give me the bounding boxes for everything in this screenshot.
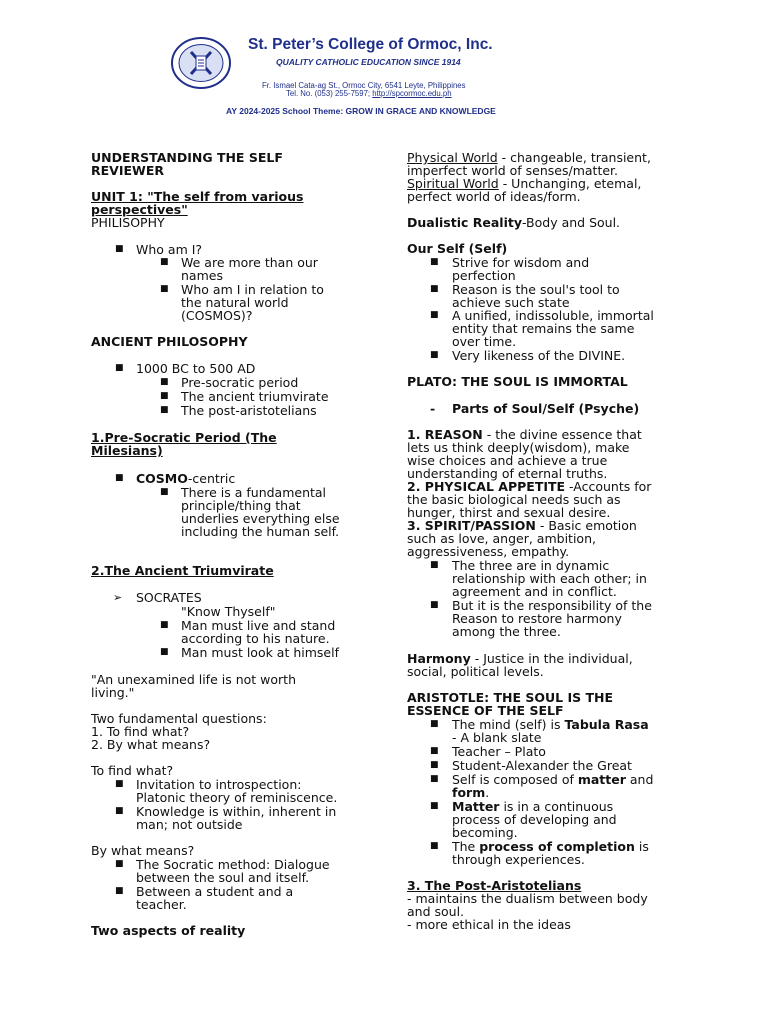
paragraph: social, political levels. xyxy=(407,664,544,679)
list-item: becoming. xyxy=(452,825,518,840)
definition: - Unchanging, etemal, xyxy=(498,176,642,191)
section-heading: 2.The Ancient Triumvirate xyxy=(91,563,274,578)
text: and xyxy=(625,772,654,787)
term: process of completion xyxy=(479,839,635,854)
list-item: Invitation to introspection: xyxy=(136,777,302,792)
bullet: ■ xyxy=(160,487,169,497)
text: The xyxy=(452,839,480,854)
bullet: ■ xyxy=(115,779,124,789)
term: matter xyxy=(577,772,626,787)
bullet: ■ xyxy=(430,310,439,320)
paragraph: and soul. xyxy=(407,904,465,919)
list-item xyxy=(452,786,489,800)
list-item: There is a fundamental xyxy=(181,485,327,500)
section-heading-2: ESSENCE OF THE SELF xyxy=(407,703,564,718)
list-item: over time. xyxy=(452,334,517,349)
arrow-bullet-icon: ➢ xyxy=(113,591,123,604)
paragraph: To find what? xyxy=(91,763,174,778)
section-heading: Two aspects of reality xyxy=(91,923,246,938)
term: 2. PHYSICAL APPETITE xyxy=(407,479,566,494)
bullet: ■ xyxy=(430,600,439,610)
doc-title-2: REVIEWER xyxy=(91,163,164,178)
list-item: through experiences. xyxy=(452,852,585,867)
paragraph: living." xyxy=(91,685,135,700)
section-heading: 3. The Post-Aristotelians xyxy=(407,878,582,893)
bullet: ■ xyxy=(160,284,169,294)
list-item: 1000 BC to 500 AD xyxy=(136,361,256,376)
list-item: according to his nature. xyxy=(181,631,330,646)
philosophy-label: PHILISOPHY xyxy=(91,215,165,230)
paragraph: 1. To find what? xyxy=(91,724,190,739)
text: is xyxy=(634,839,649,854)
definition: - changeable, transient, xyxy=(497,150,651,165)
paragraph: Two fundamental questions: xyxy=(91,711,267,726)
bullet: ■ xyxy=(430,284,439,294)
text: Self is composed of xyxy=(452,772,578,787)
list-item: process of developing and xyxy=(452,812,617,827)
paragraph: aggressiveness, empathy. xyxy=(407,544,570,559)
paragraph: the basic biological needs such as xyxy=(407,492,621,507)
text: . xyxy=(485,785,490,800)
list-item: teacher. xyxy=(136,897,187,912)
dash: - xyxy=(430,401,436,416)
paragraph: wise choices and achieve a true xyxy=(407,453,608,468)
list-item: Reason is the soul's tool to xyxy=(452,282,620,297)
paragraph: understanding of eternal truths. xyxy=(407,466,608,481)
list-item: achieve such state xyxy=(452,295,570,310)
bullet: ■ xyxy=(430,760,439,770)
section-heading: ANCIENT PHILOSOPHY xyxy=(91,334,248,349)
list-item: Very likeness of the DIVINE. xyxy=(452,348,626,363)
definition: - Basic emotion xyxy=(535,518,637,533)
term: Dualistic Reality xyxy=(407,215,522,230)
term: Physical World xyxy=(407,150,498,165)
paragraph: - maintains the dualism between body xyxy=(407,891,648,906)
list-item: between the soul and itself. xyxy=(136,870,310,885)
list-item: - A blank slate xyxy=(452,730,542,745)
list-item: The post-aristotelians xyxy=(181,403,317,418)
list-item: Student-Alexander the Great xyxy=(452,758,632,773)
paragraph: perfect world of ideas/form. xyxy=(407,189,581,204)
list-item: A unified, indissoluble, immortal xyxy=(452,308,654,323)
list-item: principle/thing that xyxy=(181,498,301,513)
list-item: Pre-socratic period xyxy=(181,375,299,390)
bullet: ■ xyxy=(115,886,124,896)
list-item: We are more than our xyxy=(181,255,318,270)
list-item: Between a student and a xyxy=(136,884,294,899)
list-item: The three are in dynamic xyxy=(452,558,610,573)
list-item: (COSMOS)? xyxy=(181,308,253,323)
cosmo-rest: -centric xyxy=(187,471,236,486)
list-item: relationship with each other; in xyxy=(452,571,647,586)
paragraph: hunger, thirst and sexual desire. xyxy=(407,505,611,520)
definition: - Justice in the individual, xyxy=(470,651,633,666)
bullet: ■ xyxy=(115,473,124,483)
list-item: The ancient triumvirate xyxy=(181,389,329,404)
list-item: Platonic theory of reminiscence. xyxy=(136,790,338,805)
definition: -Accounts for xyxy=(565,479,652,494)
list-item: including the human self. xyxy=(181,524,340,539)
unit-heading-2: perspectives" xyxy=(91,202,188,217)
bullet: ■ xyxy=(160,377,169,387)
paragraph: 2. By what means? xyxy=(91,737,211,752)
paragraph: such as love, anger, ambition, xyxy=(407,531,596,546)
list-item: Who am I in relation to xyxy=(181,282,324,297)
list-item: underlies everything else xyxy=(181,511,340,526)
list-item xyxy=(136,472,235,486)
doc-title: UNDERSTANDING THE SELF xyxy=(91,150,283,165)
bullet: ■ xyxy=(430,257,439,267)
bullet: ■ xyxy=(115,806,124,816)
bullet: ■ xyxy=(160,647,169,657)
list-item: But it is the responsibility of the xyxy=(452,598,652,613)
list-item: entity that remains the same xyxy=(452,321,635,336)
bullet: ■ xyxy=(115,363,124,373)
term: Harmony xyxy=(407,651,471,666)
tagline: QUALITY CATHOLIC EDUCATION SINCE 1914 xyxy=(276,57,461,67)
bullet: ■ xyxy=(115,244,124,254)
list-item: names xyxy=(181,268,223,283)
term: form xyxy=(452,785,486,800)
bullet: ■ xyxy=(115,859,124,869)
definition: -Body and Soul. xyxy=(521,215,621,230)
bullet: ■ xyxy=(430,746,439,756)
bullet: ■ xyxy=(160,391,169,401)
text: The mind (self) is xyxy=(452,717,565,732)
list-item: Man must live and stand xyxy=(181,618,336,633)
list-item: Man must look at himself xyxy=(181,645,339,660)
term: Tabula Rasa xyxy=(564,717,649,732)
paragraph: - more ethical in the ideas xyxy=(407,917,571,932)
telephone: Tel. No. (053) 255-7597; xyxy=(286,89,373,98)
list-item: The Socratic method: Dialogue xyxy=(136,857,330,872)
list-item: Teacher – Plato xyxy=(452,744,546,759)
section-heading: PLATO: THE SOUL IS IMMORTAL xyxy=(407,374,628,389)
paragraph: lets us think deeply(wisdom), make xyxy=(407,440,630,455)
bullet: ■ xyxy=(430,719,439,729)
section-heading: Our Self (Self) xyxy=(407,241,508,256)
bullet: ■ xyxy=(160,620,169,630)
term: 3. SPIRIT/PASSION xyxy=(407,518,536,533)
bullet: ■ xyxy=(430,350,439,360)
list-item: agreement and in conflict. xyxy=(452,584,617,599)
address: Fr. Ismael Cata-ag St., Ormoc City, 6541 Leyte, Philippines xyxy=(262,81,466,90)
list-item: man; not outside xyxy=(136,817,243,832)
list-item: SOCRATES xyxy=(136,590,202,605)
unit-heading: UNIT 1: "The self from various xyxy=(91,189,304,204)
list-item: among the three. xyxy=(452,624,561,639)
college-name: St. Peter’s College of Ormoc, Inc. xyxy=(248,36,493,53)
section-heading: ARISTOTLE: THE SOUL IS THE xyxy=(407,690,613,705)
school-theme: AY 2024-2025 School Theme: GROW IN GRACE AND KNOWLEDGE xyxy=(226,106,496,116)
paragraph: By what means? xyxy=(91,843,195,858)
section-heading-2: Milesians) xyxy=(91,443,163,458)
bullet: ■ xyxy=(160,405,169,415)
sub-heading: Parts of Soul/Self (Psyche) xyxy=(452,401,640,416)
college-seal xyxy=(170,36,232,90)
list-item: perfection xyxy=(452,268,516,283)
telephone-line xyxy=(286,89,452,98)
term: Spiritual World xyxy=(407,176,499,191)
cosmo-bold: COSMO xyxy=(136,471,188,486)
list-item: the natural world xyxy=(181,295,289,310)
bullet: ■ xyxy=(430,841,439,851)
list-item: Reason to restore harmony xyxy=(452,611,622,626)
list-item: "Know Thyself" xyxy=(181,604,276,619)
paragraph xyxy=(407,216,620,230)
term: Matter xyxy=(452,799,500,814)
list-item: Who am I? xyxy=(136,242,203,257)
section-heading: 1.Pre-Socratic Period (The xyxy=(91,430,277,445)
term: 1. REASON xyxy=(407,427,483,442)
definition: - the divine essence that xyxy=(482,427,642,442)
list-item: Knowledge is within, inherent in xyxy=(136,804,337,819)
paragraph: "An unexamined life is not worth xyxy=(91,672,296,687)
bullet: ■ xyxy=(430,774,439,784)
bullet: ■ xyxy=(430,560,439,570)
list-item: Strive for wisdom and xyxy=(452,255,590,270)
bullet: ■ xyxy=(160,257,169,267)
website-link[interactable]: http://spcormoc.edu.ph xyxy=(372,89,452,98)
text: is in a continuous xyxy=(499,799,614,814)
bullet: ■ xyxy=(430,801,439,811)
paragraph: imperfect world of senses/matter. xyxy=(407,163,619,178)
